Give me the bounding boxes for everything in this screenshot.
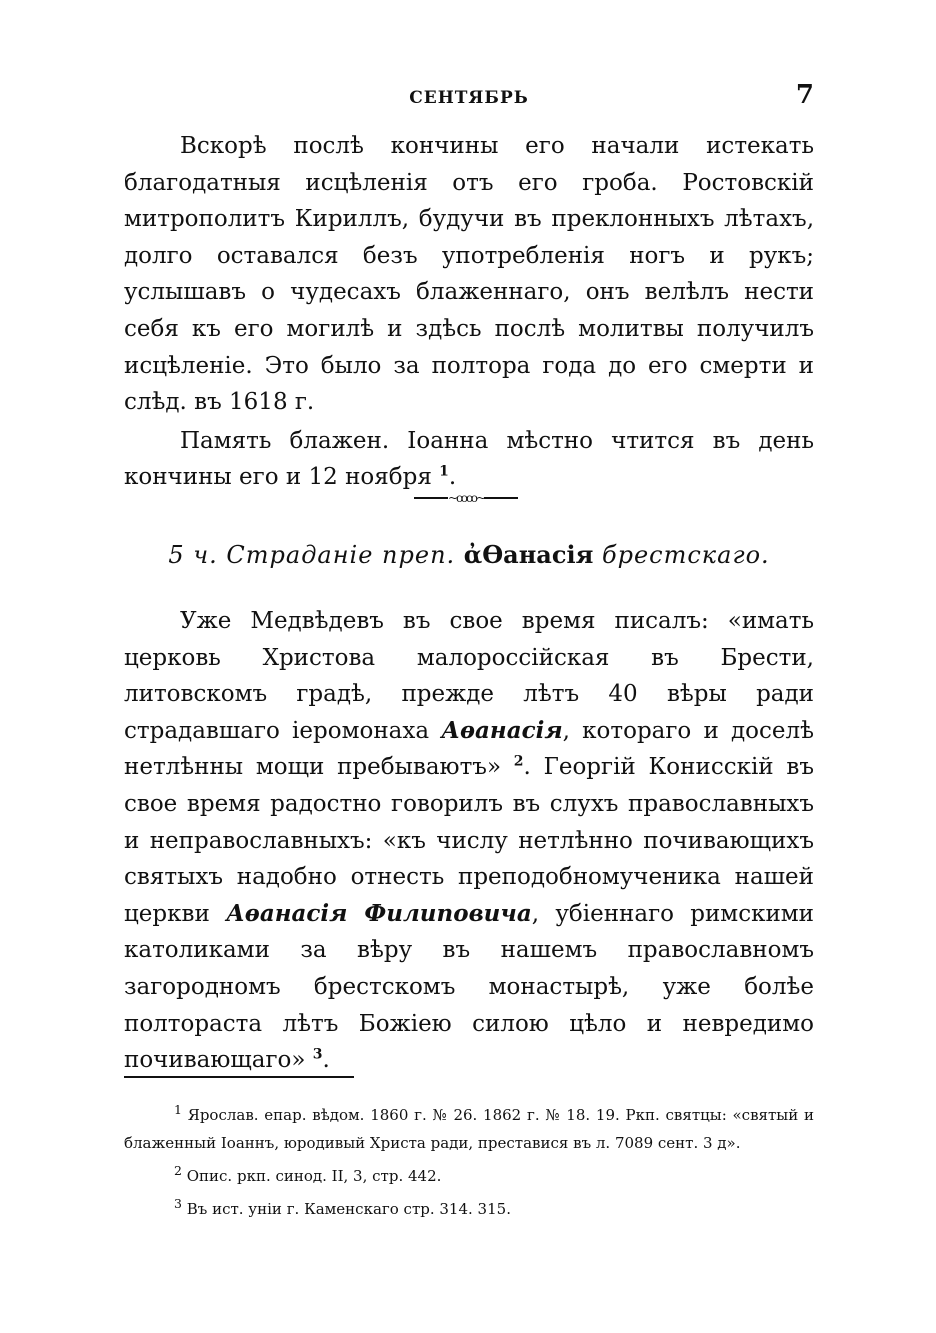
heading-slavonic-name: ἀѲанасія: [463, 540, 594, 569]
divider-line-right: [484, 497, 518, 499]
running-title: СЕНТЯБРЬ: [409, 88, 529, 108]
footnote-marker: 1: [174, 1102, 182, 1117]
paragraph-text: Уже Медвѣдевъ въ свое время писалъ: «имать церковь Христова малороссійская въ Брести, литовскомъ градѣ, прежде лѣтъ 40 вѣры ради страдавшаго іеромонаха: [124, 608, 814, 744]
paragraph: [124, 423, 814, 496]
section-heading: [124, 540, 814, 569]
footnote-reference: 3: [312, 1046, 323, 1063]
section-1-text: [124, 128, 814, 496]
paragraph-text: Память блажен. Іоанна мѣстно чтится въ день кончины его и 12 ноября: [124, 427, 814, 491]
footnote-reference: 2: [513, 753, 524, 770]
footnote-text: Въ ист. уніи г. Каменскаго стр. 314. 315.: [186, 1200, 511, 1218]
footnote: [124, 1157, 814, 1190]
paragraph: [124, 603, 814, 1079]
footnote: [124, 1190, 814, 1223]
footnote-marker: 3: [174, 1196, 182, 1211]
paragraph: Вскорѣ послѣ кончины его начали истекать благодатныя исцѣленія отъ его гроба. Ростовскій митрополитъ Кириллъ, будучи въ преклонныхъ лѣтахъ, долго оставался безъ употребленія ногъ и рукъ; услышавъ о чудесахъ блаженнаго, онъ велѣлъ нести себя къ его могилѣ и здѣсь послѣ молитвы получилъ исцѣленіе. Это было за полтора года до его смерти и слѣд. въ 1618 г.: [124, 133, 814, 416]
section-2-text: [124, 603, 814, 1079]
paragraph-text: , убіеннаго римскими католиками за вѣру въ нашемъ православномъ загородномъ брестскомъ монастырѣ, уже болѣе полтораста лѣтъ Божіею силою цѣло и невредимо почивающаго»: [124, 900, 814, 1074]
footnote-marker: 2: [174, 1163, 182, 1178]
paragraph-text: . Георгій Конисскій въ свое время радостно говорилъ въ слухъ православныхъ и неправославныхъ: «къ числу нетлѣнно почивающихъ святыхъ надобно отнесть преподобномученика нашей церкви: [124, 754, 814, 927]
heading-suffix: брестскаго.: [601, 541, 770, 569]
saint-name: Аѳанасія Филиповича: [226, 899, 532, 927]
footnote-text: Опис. ркп. синод. II, 3, стр. 442.: [186, 1167, 442, 1185]
footnote-separator: [124, 1076, 354, 1078]
divider-line-left: [414, 497, 448, 499]
paragraph-end: .: [448, 464, 457, 491]
footnote-text: Ярослав. епар. вѣдом. 1860 г. № 26. 1862 г. № 18. 19. Ркп. святцы: «святый и блаженный Іоаннъ, юродивый Христа ради, преставися въ л. 7089 сент. 3 д».: [124, 1106, 814, 1152]
paragraph-end: .: [322, 1047, 330, 1074]
ornamental-divider: [414, 490, 518, 506]
heading-prefix: 5 ч. Страданіе преп.: [168, 541, 456, 569]
footnotes: [124, 1096, 814, 1223]
saint-name: Аѳанасія: [441, 716, 563, 744]
running-head: [124, 80, 814, 112]
footnote: [124, 1096, 814, 1157]
page-number: 7: [795, 80, 814, 110]
paragraph-text: , котораго и доселѣ нетлѣнны мощи пребываютъ»: [124, 717, 815, 781]
divider-ornament: ~ꝏꝏ~: [448, 491, 485, 505]
footnote-reference: 1: [439, 463, 449, 480]
